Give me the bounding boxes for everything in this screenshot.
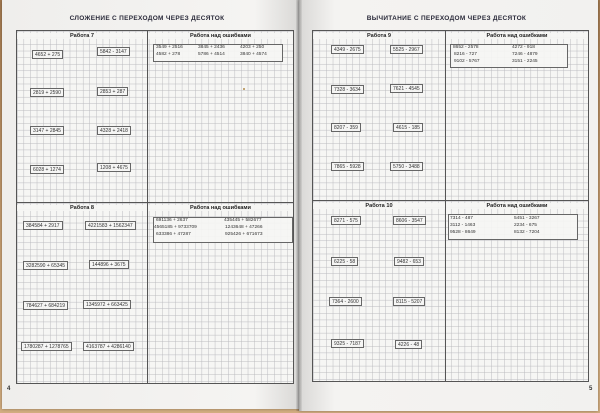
fix-line: 2234 - 675 [514,223,537,228]
example: 2853 + 287 [97,87,128,96]
example: 4221583 + 1562347 [85,221,136,230]
example: 8207 - 359 [331,123,361,132]
example: 5750 - 3488 [390,162,423,171]
fix-line: 5451 - 3267 [514,216,540,221]
fix10-panel [445,201,588,381]
fix-line: 4582 + 278 [156,52,181,57]
fix-line: 691136 + 2637 [156,218,188,223]
example: 8606 - 3547 [393,216,426,225]
example: 1208 + 4675 [97,163,131,172]
example: 8115 - 5207 [393,297,425,306]
work9-panel [313,31,445,203]
work7-title: Работа 7 [17,33,147,39]
work7-panel [17,31,147,205]
fix-line: 8216 - 727 [454,52,477,57]
example: 7621 - 4545 [390,84,423,93]
example: 7865 - 5928 [331,162,364,171]
example: 4328 + 2418 [97,126,131,135]
example: 8271 - 575 [331,216,361,225]
fix9-title: Работа над ошибками [446,33,588,39]
example: 1345972 + 663425 [83,300,131,309]
work9-section [312,30,589,204]
example: 3282590 + 65345 [23,261,68,270]
fix10-title: Работа над ошибками [446,203,588,209]
fix-line: 3840 + 4574 [240,52,267,57]
example: 6225 - 58 [331,257,358,266]
example: 4652 + 275 [32,50,63,59]
work8-section [16,202,294,384]
page-title: СЛОЖЕНИЕ С ПЕРЕХОДОМ ЧЕРЕЗ ДЕСЯТОК [69,15,225,22]
fix-line: 9102 - 5767 [454,59,480,64]
work10-title: Работа 10 [313,203,445,209]
example: 6028 + 1274 [30,165,64,174]
example: 4163787 + 4286140 [83,342,134,351]
fix-line: 3151 - 2245 [512,59,538,64]
page-number: 5 [589,386,593,392]
work9-title: Работа 9 [313,33,445,39]
example: 1780287 + 1278765 [21,342,72,351]
example: 7364 - 2600 [329,297,362,306]
fix8-panel [147,203,293,383]
example: 5525 - 2967 [390,45,423,54]
work10-section [312,200,589,382]
fix7-title: Работа над ошибками [148,33,293,39]
fix-line: 3112 - 1463 [450,223,476,228]
example: 9325 - 7187 [331,339,364,348]
example: 384584 + 2917 [23,221,63,230]
page-title: ВЫЧИТАНИЕ С ПЕРЕХОДОМ ЧЕРЕЗ ДЕСЯТОК [366,15,527,22]
example: 9482 - 653 [394,257,424,266]
fix-line: 1243648 + 47266 [225,225,263,230]
work8-panel [17,203,147,383]
fix-line: 9528 - 8649 [450,230,476,235]
example: 2819 + 2590 [30,88,64,97]
pen-mark [243,88,245,90]
example: 3147 + 2845 [30,126,64,135]
fix-line: 633386 + 47287 [156,232,191,237]
fix-line: 4272 - 918 [512,45,535,50]
work7-section [16,30,294,206]
example: 7328 - 3634 [331,85,364,94]
example: 4349 - 2675 [331,45,364,54]
fix-line: 5786 + 4514 [198,52,225,57]
left-page [2,0,299,409]
fix-line: 3845 + 2436 [198,45,225,50]
fix-line: 4203 + 250 [240,45,265,50]
book-spine [296,0,302,411]
page-number: 4 [7,386,11,392]
fix8-title: Работа над ошибками [148,205,293,211]
work10-panel [313,201,445,381]
fix9-panel [445,31,588,203]
fix-line: 7314 - 487 [450,216,473,221]
fix-line: 8652 - 2578 [453,45,479,50]
fix-line: 435445 + 582677 [224,218,262,223]
example: 4226 - 48 [395,340,422,349]
example: 144896 + 3675 [89,260,129,269]
fix7-panel [147,31,293,205]
fix-line: 8132 - 7204 [514,230,540,235]
fix-line: 925426 + 671673 [225,232,263,237]
example: 5842 - 3147 [97,47,130,56]
example: 4615 - 185 [393,123,423,132]
fix-line: 7246 - 4879 [512,52,538,57]
fix-line: 4565185 + 9733709 [154,225,197,230]
work8-title: Работа 8 [17,205,147,211]
right-page [299,0,598,411]
fix-line: 3549 + 2516 [156,45,183,50]
example: 784627 + 684219 [23,301,68,310]
